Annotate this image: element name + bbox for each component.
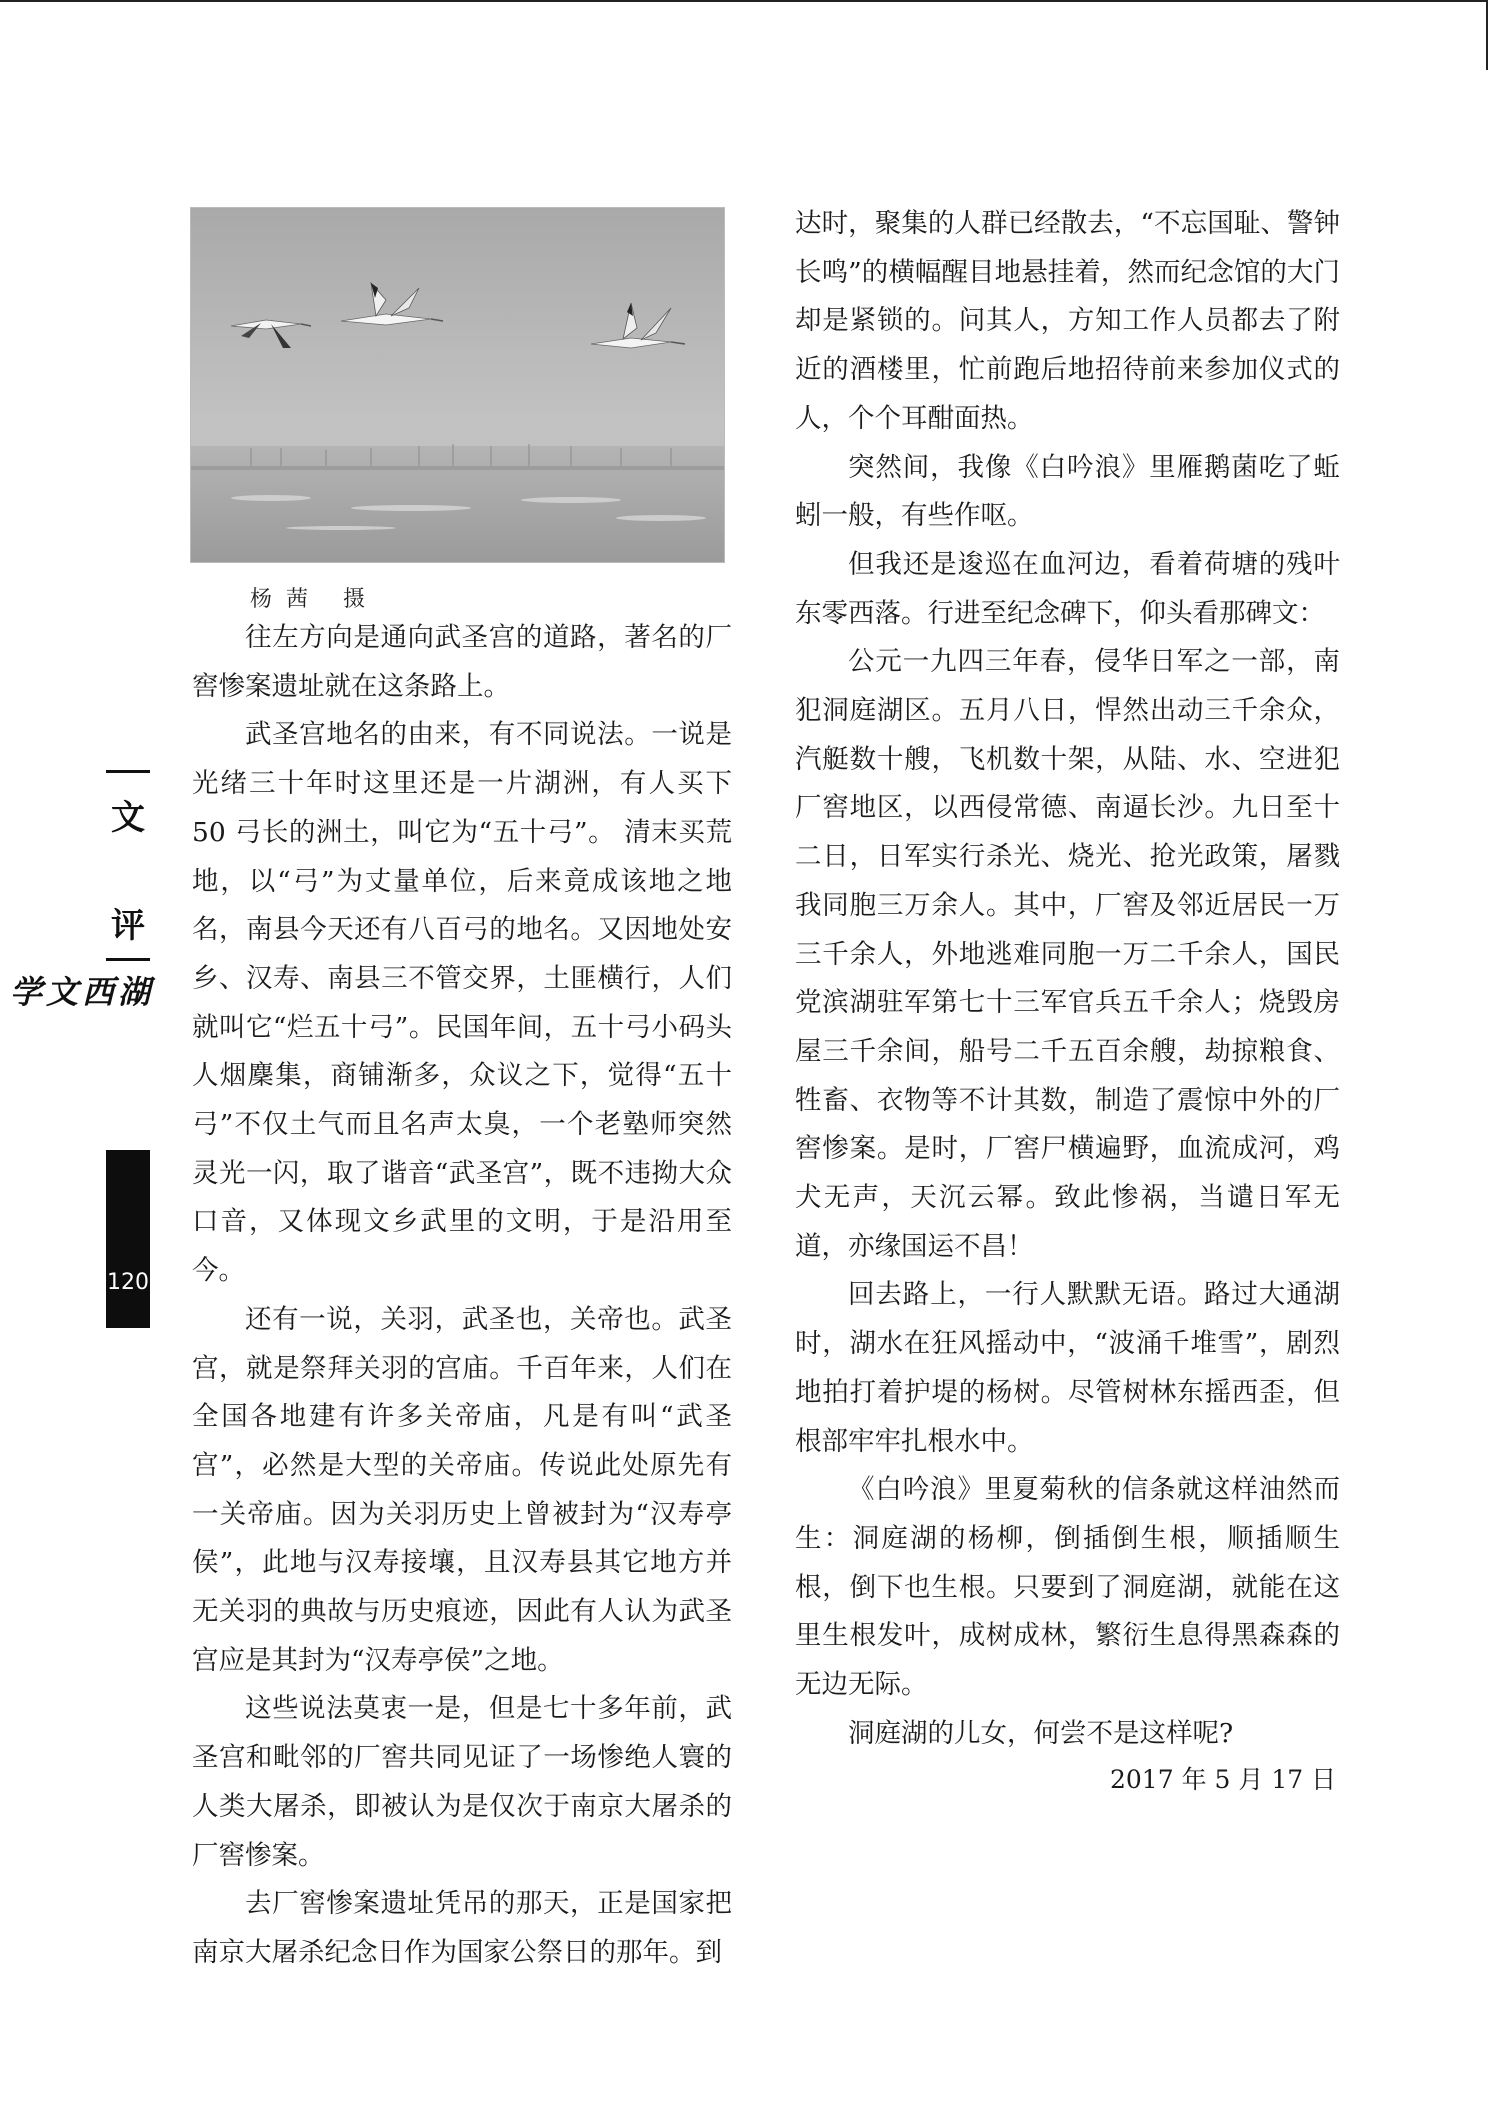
photo-caption: 杨茜 摄 (250, 587, 379, 612)
paragraph: 突然间，我像《白吟浪》里雁鹅菌吃了蚯蚓一般，有些作呕。 (795, 451, 1340, 532)
paragraph: 公元一九四三年春，侵华日军之一部，南犯洞庭湖区。五月八日，悍然出动三千余众，汽艇数十艘，飞机数十架，从陆、水、空进犯厂窖地区，以西侵常德、南逼长沙。九日至十二日，日军实行杀光、烧光、抢光政策，屠戮我同胞三万余人。其中，厂窖及邻近居民一万三千余人，外地逃难同胞一万二千余人，国民党滨湖驻军第七十三军官兵五千余人；烧毁房屋三千余间，船号二千五百余艘，劫掠粮食、牲畜、衣物等不计其数，制造了震惊中外的厂窖惨案。是时，厂窖尸横遍野，血流成河，鸡犬无声，天沉云幂。致此惨祸，当谴日军无道，亦缘国运不昌！ (795, 646, 1340, 1262)
article-date: 2017 年 5 月 17 日 (1110, 1765, 1337, 1794)
top-frame-line (0, 0, 1488, 2)
page-number-block (106, 1150, 150, 1328)
paragraph: 武圣宫地名的由来，有不同说法。一说是光绪三十年时这里还是一片湖洲，有人买下 50 弓长的洲土，叫它为“五十弓”。 清末买荒地，以“弓”为丈量单位，后来竟成该地之地名，南县今天还有八百弓的地名。又因地处安乡、汉寿、南县三不管交界，土匪横行，人们就叫它“烂五十弓”。民国年间，五十弓小码头人烟麇集，商铺渐多，众议之下，觉得“五十弓”不仅土气而且名声太臭，一个老塾师突然灵光一闪，取了谐音“武圣宫”，既不违拗大众口音，又体现文乡武里的文明，于是沿用至今。 (192, 719, 732, 1287)
paragraph-continuation: 达时，聚集的人群已经散去，“不忘国耻、警钟长鸣”的横幅醒目地悬挂着，然而纪念馆的大门却是紧锁的。问其人，方知工作人员都去了附近的酒楼里，忙前跑后地招待前来参加仪式的人，个个耳酣面热。 (795, 208, 1340, 434)
cranes-over-lake-icon (191, 208, 725, 563)
right-text-column (795, 200, 1340, 1759)
sidebar-rule-middle (106, 958, 150, 961)
paragraph: 但我还是逡巡在血河边，看着荷塘的残叶东零西落。行进至纪念碑下，仰头看那碑文： (795, 548, 1340, 629)
paragraph: 洞庭湖的儿女，何尝不是这样呢? (848, 1717, 1234, 1749)
section-label-char-ping: 评 (111, 906, 145, 946)
sidebar-rule-top (106, 770, 150, 773)
magazine-brand: 湖西文学 (5, 975, 151, 1007)
paragraph: 这些说法莫衷一是，但是七十多年前，武圣宫和毗邻的厂窖共同见证了一场惨绝人寰的人类大屠杀，即被认为是仅次于南京大屠杀的厂窖惨案。 (192, 1693, 732, 1871)
page-number: 120 (107, 1270, 149, 1295)
paragraph: 去厂窖惨案遗址凭吊的那天，正是国家把南京大屠杀纪念日作为国家公祭日的那年。到 (192, 1888, 732, 1968)
paragraph: 往左方向是通向武圣宫的道路，著名的厂窖惨案遗址就在这条路上。 (192, 622, 732, 702)
section-label-char-wen: 文 (111, 798, 145, 838)
paragraph: 还有一说，关羽，武圣也，关帝也。武圣宫，就是祭拜关羽的宫庙。千百年来，人们在全国各地建有许多关帝庙，凡是有叫“武圣宫”，必然是大型的关帝庙。传说此处原先有一关帝庙。因为关羽历史上曾被封为“汉寿亭侯”，此地与汉寿接壤，且汉寿县其它地方并无关羽的典故与历史痕迹，因此有人认为武圣宫应是其封为“汉寿亭侯”之地。 (192, 1303, 732, 1676)
cranes-photo (190, 207, 725, 563)
paragraph: 《白吟浪》里夏菊秋的信条就这样油然而生：洞庭湖的杨柳，倒插倒生根，顺插顺生根，倒下也生根。只要到了洞庭湖，就能在这里生根发叶，成树成林，繁衍生息得黑森森的无边无际。 (795, 1474, 1340, 1701)
paragraph: 回去路上，一行人默默无语。路过大通湖时，湖水在狂风摇动中，“波涌千堆雪”，剧烈地拍打着护堤的杨树。尽管树林东摇西歪，但根部牢牢扎根水中。 (795, 1279, 1340, 1457)
left-text-column (192, 614, 732, 1978)
